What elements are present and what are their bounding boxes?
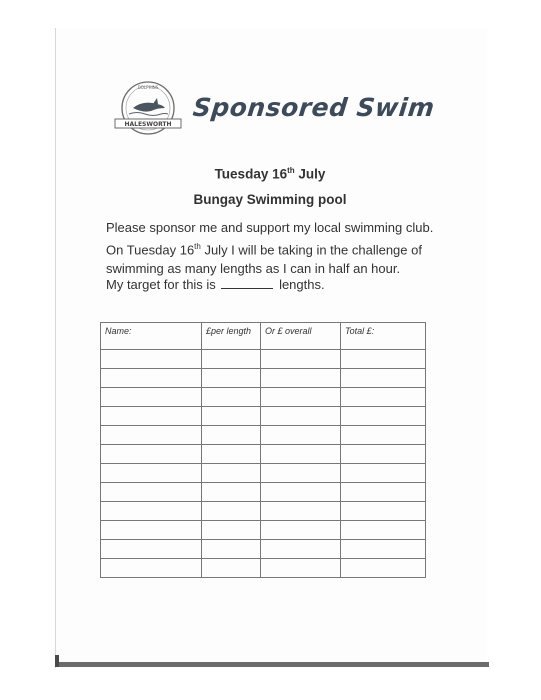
logo-arc-text: DOLPHINS — [137, 85, 159, 90]
table-row — [101, 521, 426, 540]
cell-total[interactable] — [341, 521, 426, 540]
table-row — [101, 445, 426, 464]
table-row — [101, 540, 426, 559]
event-venue: Bungay Swimming pool — [193, 192, 347, 207]
sponsor-table — [100, 322, 426, 578]
para-line-2-b: July I will be taking in the challenge of — [200, 242, 422, 258]
cell-overall[interactable] — [261, 445, 341, 464]
cell-total[interactable] — [341, 540, 426, 559]
cell-per-length[interactable] — [202, 559, 261, 578]
cell-overall[interactable] — [261, 559, 341, 578]
table-row — [101, 369, 426, 388]
cell-per-length[interactable] — [202, 407, 261, 426]
header-overall: Or £ overall — [261, 323, 341, 350]
target-line — [106, 277, 325, 292]
target-suffix: lengths. — [279, 277, 325, 292]
sponsor-table-body — [101, 350, 426, 578]
cell-overall[interactable] — [261, 502, 341, 521]
cell-overall[interactable] — [261, 483, 341, 502]
cell-per-length[interactable] — [202, 426, 261, 445]
cell-total[interactable] — [341, 369, 426, 388]
cell-name[interactable] — [101, 350, 202, 369]
table-row — [101, 426, 426, 445]
cell-total[interactable] — [341, 407, 426, 426]
date-prefix: Tuesday 16 — [214, 166, 288, 182]
cell-per-length[interactable] — [202, 540, 261, 559]
table-row — [101, 559, 426, 578]
cell-per-length[interactable] — [202, 464, 261, 483]
para-line-2-sup: th — [194, 242, 201, 251]
logo-text: HALESWORTH — [124, 121, 172, 128]
cell-overall[interactable] — [261, 369, 341, 388]
cell-name[interactable] — [101, 445, 202, 464]
cell-name[interactable] — [101, 388, 202, 407]
club-logo-icon — [113, 78, 183, 140]
table-header-row — [101, 323, 426, 350]
header-per-length: £per length — [202, 323, 261, 350]
header-name: Name: — [101, 323, 202, 350]
cell-name[interactable] — [101, 407, 202, 426]
cell-per-length[interactable] — [202, 483, 261, 502]
cell-total[interactable] — [341, 388, 426, 407]
cell-name[interactable] — [101, 426, 202, 445]
cell-total[interactable] — [341, 464, 426, 483]
cell-overall[interactable] — [261, 464, 341, 483]
cell-overall[interactable] — [261, 426, 341, 445]
event-date — [100, 166, 440, 182]
table-row — [101, 407, 426, 426]
cell-total[interactable] — [341, 502, 426, 521]
cell-total[interactable] — [341, 350, 426, 369]
cell-total[interactable] — [341, 559, 426, 578]
cell-per-length[interactable] — [202, 521, 261, 540]
cell-overall[interactable] — [261, 350, 341, 369]
cell-total[interactable] — [341, 426, 426, 445]
cell-total[interactable] — [341, 445, 426, 464]
cell-overall[interactable] — [261, 521, 341, 540]
sponsor-paragraph — [106, 218, 436, 278]
table-row — [101, 483, 426, 502]
cell-name[interactable] — [101, 521, 202, 540]
target-blank[interactable] — [221, 278, 273, 289]
para-line-2 — [106, 237, 436, 259]
cell-name[interactable] — [101, 540, 202, 559]
flyer-title: Sponsored Swim — [191, 93, 437, 122]
table-row — [101, 502, 426, 521]
table-row — [101, 388, 426, 407]
header-total: Total £: — [341, 323, 426, 350]
cell-overall[interactable] — [261, 388, 341, 407]
date-suffix: July — [294, 166, 326, 182]
cell-name[interactable] — [101, 369, 202, 388]
cell-total[interactable] — [341, 483, 426, 502]
paper-corner — [55, 655, 59, 667]
cell-name[interactable] — [101, 483, 202, 502]
para-line-2-a: On Tuesday 16 — [106, 242, 195, 258]
cell-per-length[interactable] — [202, 388, 261, 407]
cell-overall[interactable] — [261, 540, 341, 559]
paper-shadow-edge — [55, 662, 489, 667]
para-line-1: Please sponsor me and support my local swimming club. — [106, 220, 434, 235]
para-line-3: swimming as many lengths as I can in half an hour. — [106, 261, 401, 277]
cell-per-length[interactable] — [202, 369, 261, 388]
cell-name[interactable] — [101, 464, 202, 483]
target-prefix: My target for this is — [106, 277, 216, 292]
table-row — [101, 350, 426, 369]
cell-per-length[interactable] — [202, 445, 261, 464]
date-sup: th — [287, 166, 295, 175]
cell-name[interactable] — [101, 559, 202, 578]
cell-per-length[interactable] — [202, 502, 261, 521]
cell-per-length[interactable] — [202, 350, 261, 369]
table-row — [101, 464, 426, 483]
cell-name[interactable] — [101, 502, 202, 521]
cell-overall[interactable] — [261, 407, 341, 426]
